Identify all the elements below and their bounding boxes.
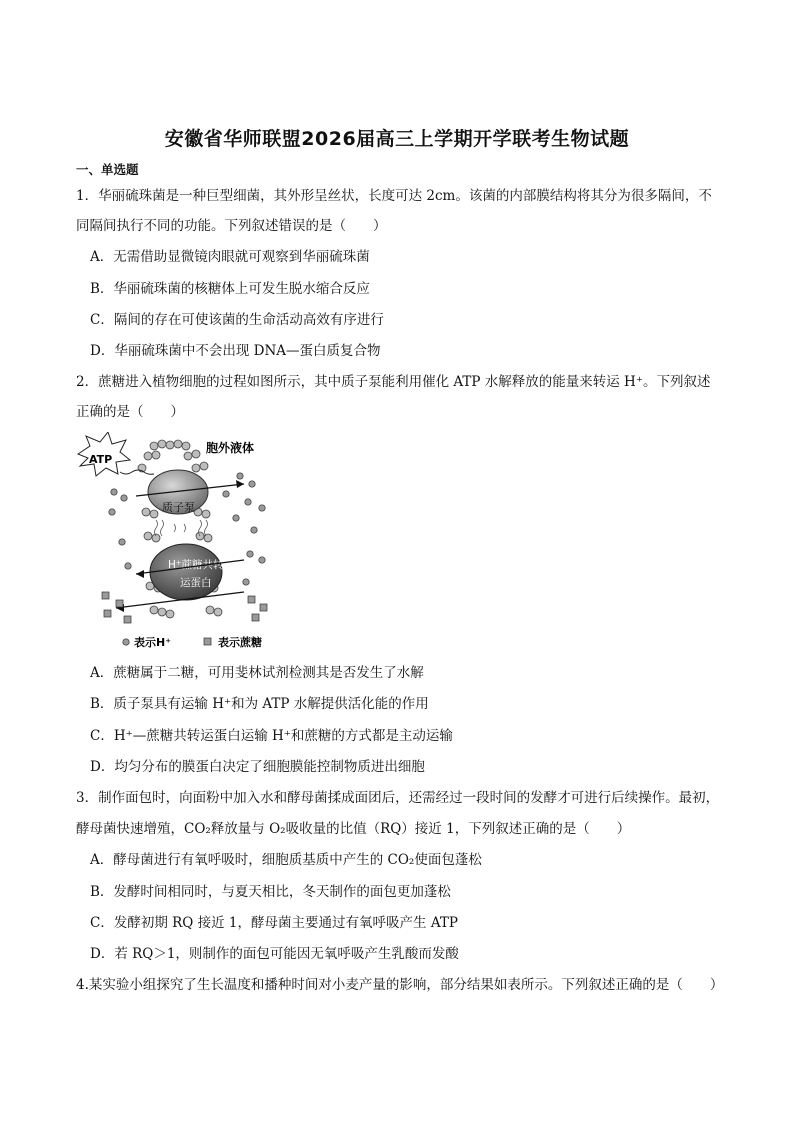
question-1-option-d[interactable]: D．华丽硫珠菌中不会出现 DNA—蛋白质复合物 <box>90 343 381 359</box>
question-1-stem-line-1: 1．华丽硫珠菌是一种巨型细菌，其外形呈丝状，长度可达 2cm。该菌的内部膜结构将其分为很多隔间，不 <box>76 188 712 204</box>
membrane-diagram <box>76 432 286 654</box>
atp-label: ATP <box>89 453 113 466</box>
question-3-option-a[interactable]: A．酵母菌进行有氧呼吸时，细胞质基质中产生的 CO₂使面包蓬松 <box>90 852 482 868</box>
question-2-option-b[interactable]: B．质子泵具有运输 H⁺和为 ATP 水解提供活化能的作用 <box>90 696 429 712</box>
legend-h-label: 表示H⁺ <box>134 636 172 649</box>
question-3-option-c[interactable]: C．发酵初期 RQ 接近 1，酵母菌主要通过有氧呼吸产生 ATP <box>90 915 458 931</box>
question-2-stem-line-2: 正确的是（ ） <box>76 404 184 420</box>
question-3-option-b[interactable]: B．发酵时间相同时，与夏天相比，冬天制作的面包更加蓬松 <box>90 884 451 900</box>
question-2-option-d[interactable]: D．均匀分布的膜蛋白决定了细胞膜能控制物质进出细胞 <box>90 759 425 775</box>
question-2-option-a[interactable]: A．蔗糖属于二糖，可用斐林试剂检测其是否发生了水解 <box>90 665 424 681</box>
question-4-stem-line-1: 4.某实验小组探究了生长温度和播种时间对小麦产量的影响，部分结果如表所示。下列叙述正确的是（ ） <box>76 977 724 993</box>
question-2-stem-line-1: 2．蔗糖进入植物细胞的过程如图所示，其中质子泵能利用催化 ATP 水解释放的能量来转运 H⁺。下列叙述 <box>76 374 711 390</box>
section-heading: 一、单选题 <box>76 162 139 177</box>
question-1-option-a[interactable]: A．无需借助显微镜肉眼就可观察到华丽硫珠菌 <box>90 249 370 265</box>
outside-fluid-label: 胞外液体 <box>206 441 255 455</box>
sucrose-cotransporter <box>150 544 222 600</box>
question-1-stem-line-2: 同隔间执行不同的功能。下列叙述错误的是（ ） <box>76 218 387 234</box>
question-1-option-b[interactable]: B．华丽硫珠菌的核糖体上可发生脱水缩合反应 <box>90 281 370 297</box>
question-3-stem-line-2: 酵母菌快速增殖，CO₂释放量与 O₂吸收量的比值（RQ）接近 1，下列叙述正确的是（ ） <box>76 821 631 837</box>
sucrose-transport-figure <box>76 432 286 654</box>
proton-pump-label: 质子泵 <box>162 501 195 514</box>
sucrose-legend-icon <box>204 638 211 645</box>
cotransporter-label-line-2: 运蛋白 <box>180 577 212 589</box>
figure-legend <box>123 635 262 649</box>
page-title: 安徽省华师联盟2026届高三上学期开学联考生物试题 <box>164 128 630 150</box>
cotransporter-label-line-1: H⁺蔗糖共转 <box>168 559 224 571</box>
question-3-stem-line-1: 3．制作面包时，向面粉中加入水和酵母菌揉成面团后，还需经过一段时间的发酵才可进行后续操作。最初， <box>76 790 720 806</box>
legend-sucrose-label: 表示蔗糖 <box>218 636 262 649</box>
question-3-option-d[interactable]: D．若 RQ＞1，则制作的面包可能因无氧呼吸产生乳酸而发酸 <box>90 946 459 962</box>
question-1-option-c[interactable]: C．隔间的存在可使该菌的生命活动高效有序进行 <box>90 312 384 328</box>
h-ion-legend-icon <box>123 639 129 645</box>
question-2-option-c[interactable]: C．H⁺—蔗糖共转运蛋白运输 H⁺和蔗糖的方式都是主动运输 <box>90 728 453 744</box>
